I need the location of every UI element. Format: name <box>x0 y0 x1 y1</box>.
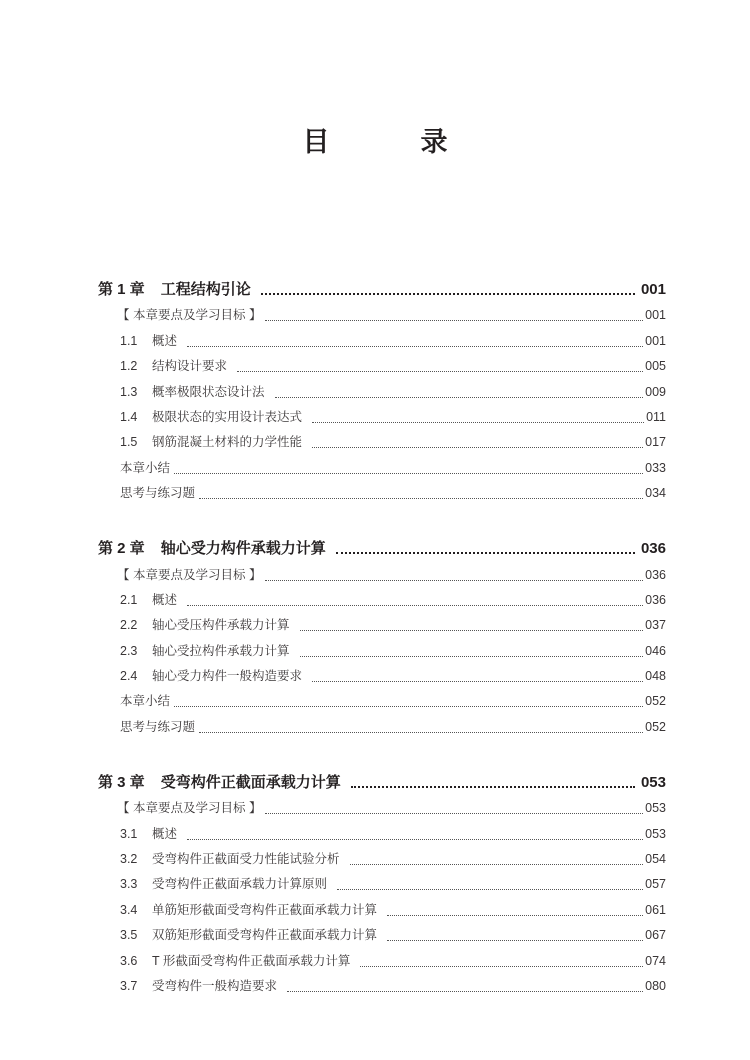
page-number: 036 <box>640 540 666 558</box>
dot-leader <box>265 580 643 581</box>
entry-label <box>120 614 290 636</box>
section-number: 1.4 <box>120 409 138 424</box>
section-number: 2.1 <box>120 592 138 607</box>
section-title: 轴心受力构件一般构造要求 <box>152 669 303 684</box>
section-number: 3.7 <box>120 978 138 993</box>
toc-entry[interactable] <box>98 611 666 636</box>
chapter-section <box>98 767 666 997</box>
section-title: T 形截面受弯构件正截面承载力计算 <box>152 953 351 968</box>
toc-entry[interactable] <box>98 921 666 946</box>
toc-entry[interactable] <box>98 946 666 971</box>
section-title: 受弯构件正截面承载力计算原则 <box>152 877 328 892</box>
dot-leader <box>187 605 643 606</box>
entry-label <box>120 482 195 504</box>
section-title: 结构设计要求 <box>152 359 228 374</box>
dot-leader <box>312 447 643 448</box>
chapter-label <box>98 772 341 794</box>
toc-entry[interactable] <box>98 895 666 920</box>
page-number: 054 <box>645 852 666 867</box>
entry-label <box>120 950 350 972</box>
dot-leader <box>237 371 643 372</box>
section-title: 思考与练习题 <box>120 486 196 501</box>
toc-entry[interactable] <box>98 377 666 402</box>
entry-label <box>120 690 170 712</box>
section-title: 【 本章要点及学习目标 】 <box>117 801 262 816</box>
section-title: 概述 <box>152 826 178 841</box>
section-title: 本章小结 <box>120 694 171 709</box>
section-title: 概述 <box>152 333 178 348</box>
toc-entry[interactable] <box>98 479 666 504</box>
chapter-section <box>98 533 666 738</box>
section-number: 1.3 <box>120 384 138 399</box>
page-number: 009 <box>645 384 666 399</box>
section-number: 2.3 <box>120 643 138 658</box>
section-title: 受弯构件一般构造要求 <box>152 978 278 993</box>
toc-entry[interactable] <box>98 586 666 611</box>
toc-entry[interactable] <box>98 972 666 997</box>
entry-label <box>120 716 195 738</box>
chapter-heading[interactable] <box>98 767 666 794</box>
entry-label <box>120 406 302 428</box>
dot-leader <box>300 630 644 631</box>
toc-entry[interactable] <box>98 687 666 712</box>
toc-entry[interactable] <box>98 636 666 661</box>
page-number: 001 <box>640 281 666 298</box>
toc-entry[interactable] <box>98 845 666 870</box>
dot-leader <box>337 889 643 890</box>
dot-leader <box>265 320 643 321</box>
entry-label <box>120 848 340 870</box>
entry-label <box>117 564 261 586</box>
section-title: 单筋矩形截面受弯构件正截面承载力计算 <box>152 902 378 917</box>
dot-leader <box>351 786 635 788</box>
section-number: 2.2 <box>120 618 138 633</box>
dot-leader <box>312 422 644 423</box>
chapter-number: 第 2 章 <box>98 540 145 558</box>
section-title: 概率极限状态设计法 <box>152 384 265 399</box>
section-title: 受弯构件正截面受力性能试验分析 <box>152 852 340 867</box>
entry-label <box>120 899 377 921</box>
section-number: 3.3 <box>120 877 138 892</box>
dot-leader <box>336 552 635 554</box>
page-number: 001 <box>645 308 666 323</box>
page-number: 005 <box>645 359 666 374</box>
dot-leader <box>199 732 643 733</box>
chapter-label <box>98 538 326 560</box>
section-number: 1.2 <box>120 359 138 374</box>
page-number: 057 <box>645 877 666 892</box>
entry-label <box>120 975 277 997</box>
entry-label <box>120 431 302 453</box>
dot-leader <box>387 915 643 916</box>
dot-leader <box>174 706 643 707</box>
dot-leader <box>300 656 644 657</box>
page-title: 目 录 <box>302 127 480 157</box>
section-title: 双筋矩形截面受弯构件正截面承载力计算 <box>152 928 378 943</box>
section-title: 概述 <box>152 592 178 607</box>
toc-entry[interactable] <box>98 870 666 895</box>
toc-entry[interactable] <box>98 403 666 428</box>
entry-label <box>120 873 327 895</box>
section-number: 3.5 <box>120 928 138 943</box>
dot-leader <box>261 293 635 295</box>
section-title: 轴心受拉构件承载力计算 <box>152 643 290 658</box>
entry-label <box>120 924 377 946</box>
dot-leader <box>187 346 643 347</box>
toc-entry[interactable] <box>98 662 666 687</box>
page-number: 011 <box>646 409 666 424</box>
toc-entry[interactable] <box>98 326 666 351</box>
entry-label <box>120 665 302 687</box>
page-number: 052 <box>645 694 666 709</box>
toc-entry[interactable] <box>98 453 666 478</box>
page-number: 053 <box>645 826 666 841</box>
dot-leader <box>174 473 643 474</box>
chapter-title: 受弯构件正截面承载力计算 <box>160 773 341 791</box>
entry-label <box>120 823 177 845</box>
dot-leader <box>350 864 644 865</box>
page-number: 074 <box>645 953 666 968</box>
entry-label <box>120 589 177 611</box>
section-number: 1.5 <box>120 435 138 450</box>
entry-label <box>120 330 177 352</box>
page-number: 061 <box>645 902 666 917</box>
dot-leader <box>287 991 643 992</box>
page-number: 067 <box>645 928 666 943</box>
section-title: 思考与练习题 <box>120 719 196 734</box>
page-number: 001 <box>645 333 666 348</box>
page-number: 046 <box>645 643 666 658</box>
page-number: 053 <box>645 801 666 816</box>
entry-label <box>120 355 227 377</box>
section-title: 【 本章要点及学习目标 】 <box>117 567 262 582</box>
page-number: 052 <box>645 719 666 734</box>
dot-leader <box>199 498 643 499</box>
entry-label <box>120 640 290 662</box>
entry-label <box>117 797 261 819</box>
entry-label <box>120 381 265 403</box>
toc-entry[interactable] <box>98 560 666 585</box>
section-number: 3.6 <box>120 953 138 968</box>
toc-entry[interactable] <box>98 794 666 819</box>
chapter-title: 工程结构引论 <box>160 281 251 298</box>
toc-entry[interactable] <box>98 428 666 453</box>
page-number: 033 <box>645 460 666 475</box>
page-number: 034 <box>645 486 666 501</box>
entry-label <box>120 457 170 479</box>
chapter-number: 第 3 章 <box>98 773 145 791</box>
section-number: 3.1 <box>120 826 138 841</box>
section-title: 钢筋混凝土材料的力学性能 <box>152 435 303 450</box>
dot-leader <box>360 966 643 967</box>
chapter-heading[interactable] <box>98 533 666 560</box>
section-number: 1.1 <box>120 333 138 348</box>
page-number: 053 <box>640 773 666 791</box>
page-number: 036 <box>645 592 666 607</box>
page-number: 080 <box>645 978 666 993</box>
chapter-section <box>98 274 666 504</box>
dot-leader <box>265 813 643 814</box>
toc-entry[interactable] <box>98 819 666 844</box>
chapter-heading[interactable] <box>98 274 666 301</box>
dot-leader <box>312 681 643 682</box>
table-of-contents <box>98 274 666 1026</box>
chapter-number: 第 1 章 <box>98 281 145 298</box>
section-number: 3.2 <box>120 852 138 867</box>
section-number: 3.4 <box>120 902 138 917</box>
section-title: 极限状态的实用设计表达式 <box>152 409 303 424</box>
dot-leader <box>275 397 644 398</box>
page-number: 036 <box>645 567 666 582</box>
section-number: 2.4 <box>120 669 138 684</box>
section-title: 本章小结 <box>120 460 171 475</box>
section-title: 轴心受压构件承载力计算 <box>152 618 290 633</box>
entry-label <box>117 304 261 326</box>
page-number: 037 <box>645 618 666 633</box>
page-number: 048 <box>645 669 666 684</box>
toc-entry[interactable] <box>98 352 666 377</box>
dot-leader <box>387 940 643 941</box>
chapter-label <box>98 279 251 301</box>
page-number: 017 <box>645 435 666 450</box>
chapter-title: 轴心受力构件承载力计算 <box>160 540 326 558</box>
section-title: 【 本章要点及学习目标 】 <box>117 308 262 323</box>
toc-entry[interactable] <box>98 301 666 326</box>
toc-entry[interactable] <box>98 712 666 737</box>
dot-leader <box>187 839 643 840</box>
